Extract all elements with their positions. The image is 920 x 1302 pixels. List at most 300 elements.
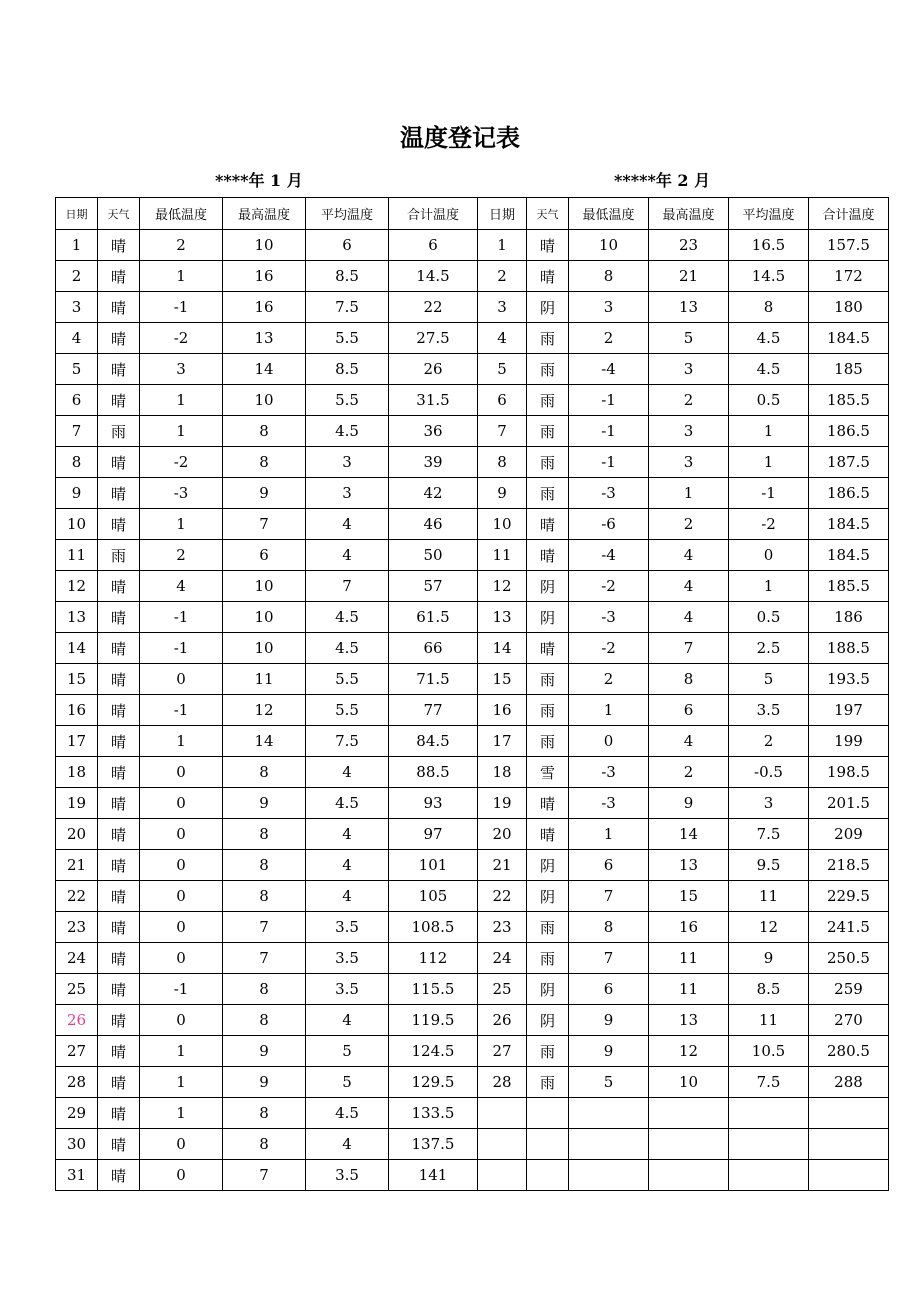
feb-date-cell: 17 — [478, 726, 527, 757]
feb-min-temp-cell: 2 — [569, 323, 649, 354]
feb-weather-cell: 雪 — [527, 757, 569, 788]
jan-date-cell: 4 — [56, 323, 98, 354]
header-max-temp: 最高温度 — [649, 198, 729, 230]
table-body — [56, 230, 889, 1191]
jan-weather-cell: 晴 — [98, 261, 140, 292]
header-avg-temp: 平均温度 — [729, 198, 809, 230]
feb-avg-temp-cell: -2 — [729, 509, 809, 540]
jan-weather-cell: 晴 — [98, 1129, 140, 1160]
feb-weather-cell: 雨 — [527, 1036, 569, 1067]
feb-weather-cell: 雨 — [527, 323, 569, 354]
jan-max-temp-cell: 9 — [223, 788, 306, 819]
jan-total-temp-cell: 57 — [389, 571, 478, 602]
jan-total-temp-cell: 39 — [389, 447, 478, 478]
feb-date-cell: 5 — [478, 354, 527, 385]
table-row — [56, 1005, 889, 1036]
feb-date-cell: 22 — [478, 881, 527, 912]
header-total-temp: 合计温度 — [809, 198, 889, 230]
feb-date-cell: 19 — [478, 788, 527, 819]
feb-total-temp-cell: 180 — [809, 292, 889, 323]
jan-total-temp-cell: 133.5 — [389, 1098, 478, 1129]
feb-weather-cell: 雨 — [527, 726, 569, 757]
jan-max-temp-cell: 16 — [223, 261, 306, 292]
feb-avg-temp-cell: 14.5 — [729, 261, 809, 292]
feb-total-temp-cell: 184.5 — [809, 509, 889, 540]
feb-max-temp-cell: 6 — [649, 695, 729, 726]
jan-date-cell: 15 — [56, 664, 98, 695]
feb-weather-cell: 晴 — [527, 788, 569, 819]
feb-min-temp-cell: 2 — [569, 664, 649, 695]
feb-date-cell: 14 — [478, 633, 527, 664]
february-heading: *****年 2 月 — [614, 171, 711, 190]
jan-total-temp-cell: 141 — [389, 1160, 478, 1191]
feb-min-temp-cell: 3 — [569, 292, 649, 323]
feb-avg-temp-cell: 3 — [729, 788, 809, 819]
feb-min-temp-cell: -2 — [569, 633, 649, 664]
table-row — [56, 881, 889, 912]
jan-min-temp-cell: 0 — [140, 850, 223, 881]
jan-total-temp-cell: 31.5 — [389, 385, 478, 416]
table-row — [56, 1067, 889, 1098]
table-row — [56, 478, 889, 509]
feb-date-cell: 7 — [478, 416, 527, 447]
feb-date-cell: 27 — [478, 1036, 527, 1067]
table-row — [56, 230, 889, 261]
feb-date-cell: 11 — [478, 540, 527, 571]
feb-total-temp-cell: 280.5 — [809, 1036, 889, 1067]
jan-total-temp-cell: 77 — [389, 695, 478, 726]
table-row — [56, 416, 889, 447]
table-row — [56, 664, 889, 695]
feb-weather-cell: 阴 — [527, 850, 569, 881]
feb-min-temp-cell: 8 — [569, 261, 649, 292]
jan-min-temp-cell: -1 — [140, 602, 223, 633]
feb-date-cell: 13 — [478, 602, 527, 633]
feb-weather-cell: 晴 — [527, 509, 569, 540]
jan-min-temp-cell: 2 — [140, 540, 223, 571]
feb-weather-cell — [527, 1098, 569, 1129]
feb-max-temp-cell: 23 — [649, 230, 729, 261]
table-row — [56, 354, 889, 385]
feb-date-cell: 20 — [478, 819, 527, 850]
feb-avg-temp-cell: 8 — [729, 292, 809, 323]
feb-weather-cell: 雨 — [527, 354, 569, 385]
jan-avg-temp-cell: 4.5 — [306, 1098, 389, 1129]
feb-total-temp-cell: 157.5 — [809, 230, 889, 261]
jan-max-temp-cell: 7 — [223, 1160, 306, 1191]
table-row — [56, 819, 889, 850]
table-row — [56, 757, 889, 788]
feb-date-cell: 15 — [478, 664, 527, 695]
feb-min-temp-cell: 1 — [569, 819, 649, 850]
feb-max-temp-cell: 1 — [649, 478, 729, 509]
jan-date-cell: 30 — [56, 1129, 98, 1160]
jan-max-temp-cell: 14 — [223, 354, 306, 385]
feb-avg-temp-cell: 11 — [729, 881, 809, 912]
jan-weather-cell: 晴 — [98, 1005, 140, 1036]
jan-min-temp-cell: -2 — [140, 447, 223, 478]
feb-avg-temp-cell — [729, 1160, 809, 1191]
jan-weather-cell: 晴 — [98, 788, 140, 819]
header-date: 日期 — [478, 198, 527, 230]
header-weather: 天气 — [98, 198, 140, 230]
jan-max-temp-cell: 16 — [223, 292, 306, 323]
feb-min-temp-cell — [569, 1098, 649, 1129]
jan-min-temp-cell: -1 — [140, 292, 223, 323]
jan-date-cell: 18 — [56, 757, 98, 788]
feb-date-cell: 1 — [478, 230, 527, 261]
feb-min-temp-cell: -3 — [569, 788, 649, 819]
feb-weather-cell: 晴 — [527, 261, 569, 292]
feb-avg-temp-cell: 7.5 — [729, 819, 809, 850]
jan-total-temp-cell: 6 — [389, 230, 478, 261]
feb-avg-temp-cell: 11 — [729, 1005, 809, 1036]
jan-date-cell: 8 — [56, 447, 98, 478]
feb-total-temp-cell: 201.5 — [809, 788, 889, 819]
feb-total-temp-cell: 229.5 — [809, 881, 889, 912]
jan-weather-cell: 晴 — [98, 385, 140, 416]
feb-max-temp-cell: 7 — [649, 633, 729, 664]
jan-min-temp-cell: 0 — [140, 1005, 223, 1036]
feb-weather-cell: 阴 — [527, 571, 569, 602]
jan-date-cell: 19 — [56, 788, 98, 819]
table-row — [56, 1129, 889, 1160]
feb-weather-cell: 雨 — [527, 416, 569, 447]
jan-total-temp-cell: 84.5 — [389, 726, 478, 757]
jan-max-temp-cell: 10 — [223, 385, 306, 416]
feb-avg-temp-cell: 3.5 — [729, 695, 809, 726]
jan-date-cell: 29 — [56, 1098, 98, 1129]
feb-total-temp-cell: 186.5 — [809, 416, 889, 447]
jan-max-temp-cell: 12 — [223, 695, 306, 726]
jan-total-temp-cell: 105 — [389, 881, 478, 912]
jan-avg-temp-cell: 7.5 — [306, 726, 389, 757]
jan-weather-cell: 晴 — [98, 1036, 140, 1067]
feb-max-temp-cell: 3 — [649, 354, 729, 385]
feb-max-temp-cell — [649, 1129, 729, 1160]
feb-avg-temp-cell — [729, 1129, 809, 1160]
jan-weather-cell: 晴 — [98, 881, 140, 912]
jan-total-temp-cell: 119.5 — [389, 1005, 478, 1036]
jan-max-temp-cell: 8 — [223, 757, 306, 788]
jan-max-temp-cell: 8 — [223, 881, 306, 912]
feb-date-cell — [478, 1160, 527, 1191]
feb-avg-temp-cell: 0.5 — [729, 602, 809, 633]
feb-avg-temp-cell: 10.5 — [729, 1036, 809, 1067]
jan-avg-temp-cell: 5 — [306, 1067, 389, 1098]
feb-max-temp-cell: 11 — [649, 974, 729, 1005]
feb-date-cell: 25 — [478, 974, 527, 1005]
jan-min-temp-cell: 1 — [140, 1036, 223, 1067]
feb-date-cell: 4 — [478, 323, 527, 354]
feb-max-temp-cell: 4 — [649, 726, 729, 757]
feb-weather-cell: 雨 — [527, 664, 569, 695]
jan-weather-cell: 晴 — [98, 912, 140, 943]
feb-weather-cell: 雨 — [527, 447, 569, 478]
jan-max-temp-cell: 8 — [223, 850, 306, 881]
jan-weather-cell: 晴 — [98, 571, 140, 602]
jan-total-temp-cell: 124.5 — [389, 1036, 478, 1067]
feb-weather-cell: 雨 — [527, 695, 569, 726]
jan-avg-temp-cell: 3 — [306, 478, 389, 509]
jan-avg-temp-cell: 5.5 — [306, 385, 389, 416]
jan-avg-temp-cell: 4 — [306, 540, 389, 571]
feb-total-temp-cell: 197 — [809, 695, 889, 726]
jan-avg-temp-cell: 5 — [306, 1036, 389, 1067]
jan-date-cell: 20 — [56, 819, 98, 850]
feb-min-temp-cell: -2 — [569, 571, 649, 602]
feb-min-temp-cell: 10 — [569, 230, 649, 261]
table-row — [56, 726, 889, 757]
feb-total-temp-cell: 187.5 — [809, 447, 889, 478]
feb-total-temp-cell: 184.5 — [809, 323, 889, 354]
feb-avg-temp-cell: 9 — [729, 943, 809, 974]
jan-avg-temp-cell: 8.5 — [306, 354, 389, 385]
feb-total-temp-cell — [809, 1129, 889, 1160]
jan-date-cell: 16 — [56, 695, 98, 726]
feb-avg-temp-cell: 4.5 — [729, 354, 809, 385]
jan-min-temp-cell: 0 — [140, 912, 223, 943]
jan-date-cell: 9 — [56, 478, 98, 509]
feb-total-temp-cell: 198.5 — [809, 757, 889, 788]
jan-min-temp-cell: 4 — [140, 571, 223, 602]
jan-avg-temp-cell: 4 — [306, 850, 389, 881]
feb-total-temp-cell: 241.5 — [809, 912, 889, 943]
table-row — [56, 292, 889, 323]
feb-total-temp-cell: 288 — [809, 1067, 889, 1098]
feb-total-temp-cell: 186 — [809, 602, 889, 633]
jan-avg-temp-cell: 4 — [306, 1129, 389, 1160]
jan-max-temp-cell: 8 — [223, 1098, 306, 1129]
table-row — [56, 850, 889, 881]
feb-total-temp-cell: 185.5 — [809, 571, 889, 602]
table-row — [56, 695, 889, 726]
jan-weather-cell: 雨 — [98, 540, 140, 571]
table-row — [56, 509, 889, 540]
feb-max-temp-cell: 9 — [649, 788, 729, 819]
temperature-table — [55, 197, 889, 1191]
feb-max-temp-cell: 3 — [649, 416, 729, 447]
feb-total-temp-cell: 250.5 — [809, 943, 889, 974]
jan-total-temp-cell: 50 — [389, 540, 478, 571]
jan-avg-temp-cell: 3.5 — [306, 943, 389, 974]
feb-min-temp-cell: 6 — [569, 850, 649, 881]
jan-max-temp-cell: 10 — [223, 602, 306, 633]
table-row — [56, 1036, 889, 1067]
table-row — [56, 540, 889, 571]
feb-min-temp-cell: 0 — [569, 726, 649, 757]
table-row — [56, 912, 889, 943]
feb-max-temp-cell: 5 — [649, 323, 729, 354]
jan-total-temp-cell: 129.5 — [389, 1067, 478, 1098]
feb-weather-cell: 雨 — [527, 912, 569, 943]
jan-date-cell: 28 — [56, 1067, 98, 1098]
feb-date-cell: 8 — [478, 447, 527, 478]
feb-min-temp-cell: 5 — [569, 1067, 649, 1098]
feb-max-temp-cell: 21 — [649, 261, 729, 292]
feb-min-temp-cell: -4 — [569, 540, 649, 571]
header-max-temp: 最高温度 — [223, 198, 306, 230]
jan-total-temp-cell: 36 — [389, 416, 478, 447]
feb-date-cell: 21 — [478, 850, 527, 881]
jan-total-temp-cell: 26 — [389, 354, 478, 385]
feb-avg-temp-cell: 1 — [729, 416, 809, 447]
jan-avg-temp-cell: 3.5 — [306, 974, 389, 1005]
jan-avg-temp-cell: 3.5 — [306, 1160, 389, 1191]
jan-date-cell: 17 — [56, 726, 98, 757]
jan-min-temp-cell: 0 — [140, 1129, 223, 1160]
feb-total-temp-cell: 185 — [809, 354, 889, 385]
feb-max-temp-cell — [649, 1098, 729, 1129]
jan-max-temp-cell: 9 — [223, 1036, 306, 1067]
header-total-temp: 合计温度 — [389, 198, 478, 230]
jan-max-temp-cell: 7 — [223, 943, 306, 974]
feb-weather-cell: 雨 — [527, 385, 569, 416]
feb-date-cell: 3 — [478, 292, 527, 323]
feb-total-temp-cell: 186.5 — [809, 478, 889, 509]
jan-date-cell: 27 — [56, 1036, 98, 1067]
jan-total-temp-cell: 112 — [389, 943, 478, 974]
jan-min-temp-cell: 0 — [140, 757, 223, 788]
feb-avg-temp-cell: 2.5 — [729, 633, 809, 664]
jan-weather-cell: 晴 — [98, 943, 140, 974]
jan-weather-cell: 晴 — [98, 633, 140, 664]
feb-min-temp-cell: 8 — [569, 912, 649, 943]
jan-weather-cell: 晴 — [98, 447, 140, 478]
jan-date-cell: 11 — [56, 540, 98, 571]
jan-weather-cell: 雨 — [98, 416, 140, 447]
jan-max-temp-cell: 14 — [223, 726, 306, 757]
jan-total-temp-cell: 115.5 — [389, 974, 478, 1005]
feb-date-cell: 2 — [478, 261, 527, 292]
jan-min-temp-cell: -2 — [140, 323, 223, 354]
jan-avg-temp-cell: 4 — [306, 1005, 389, 1036]
jan-max-temp-cell: 13 — [223, 323, 306, 354]
feb-avg-temp-cell: 5 — [729, 664, 809, 695]
jan-avg-temp-cell: 8.5 — [306, 261, 389, 292]
jan-date-cell: 2 — [56, 261, 98, 292]
jan-weather-cell: 晴 — [98, 509, 140, 540]
feb-max-temp-cell: 16 — [649, 912, 729, 943]
feb-date-cell: 18 — [478, 757, 527, 788]
feb-max-temp-cell: 11 — [649, 943, 729, 974]
feb-total-temp-cell: 270 — [809, 1005, 889, 1036]
feb-min-temp-cell: 7 — [569, 881, 649, 912]
jan-avg-temp-cell: 6 — [306, 230, 389, 261]
jan-total-temp-cell: 71.5 — [389, 664, 478, 695]
feb-max-temp-cell: 15 — [649, 881, 729, 912]
feb-avg-temp-cell: 1 — [729, 447, 809, 478]
jan-date-cell: 24 — [56, 943, 98, 974]
feb-date-cell: 26 — [478, 1005, 527, 1036]
jan-date-cell: 7 — [56, 416, 98, 447]
jan-total-temp-cell: 93 — [389, 788, 478, 819]
feb-total-temp-cell: 259 — [809, 974, 889, 1005]
feb-avg-temp-cell: 1 — [729, 571, 809, 602]
feb-min-temp-cell: 7 — [569, 943, 649, 974]
header-row — [56, 198, 889, 230]
feb-min-temp-cell: -4 — [569, 354, 649, 385]
jan-avg-temp-cell: 4 — [306, 819, 389, 850]
feb-total-temp-cell: 184.5 — [809, 540, 889, 571]
jan-max-temp-cell: 8 — [223, 1129, 306, 1160]
feb-max-temp-cell: 3 — [649, 447, 729, 478]
feb-weather-cell — [527, 1160, 569, 1191]
jan-date-cell: 12 — [56, 571, 98, 602]
jan-total-temp-cell: 108.5 — [389, 912, 478, 943]
jan-avg-temp-cell: 4 — [306, 509, 389, 540]
jan-total-temp-cell: 27.5 — [389, 323, 478, 354]
feb-max-temp-cell: 8 — [649, 664, 729, 695]
table-row — [56, 943, 889, 974]
feb-max-temp-cell: 13 — [649, 292, 729, 323]
jan-weather-cell: 晴 — [98, 292, 140, 323]
jan-date-cell: 21 — [56, 850, 98, 881]
jan-avg-temp-cell: 4 — [306, 881, 389, 912]
feb-min-temp-cell — [569, 1129, 649, 1160]
jan-min-temp-cell: 1 — [140, 416, 223, 447]
jan-min-temp-cell: 1 — [140, 261, 223, 292]
feb-avg-temp-cell: 9.5 — [729, 850, 809, 881]
jan-total-temp-cell: 42 — [389, 478, 478, 509]
feb-total-temp-cell — [809, 1098, 889, 1129]
jan-weather-cell: 晴 — [98, 602, 140, 633]
feb-min-temp-cell: -3 — [569, 602, 649, 633]
feb-min-temp-cell: 1 — [569, 695, 649, 726]
feb-avg-temp-cell: 0 — [729, 540, 809, 571]
jan-min-temp-cell: -1 — [140, 633, 223, 664]
jan-avg-temp-cell: 5.5 — [306, 695, 389, 726]
feb-min-temp-cell: 9 — [569, 1005, 649, 1036]
feb-avg-temp-cell: -0.5 — [729, 757, 809, 788]
header-min-temp: 最低温度 — [140, 198, 223, 230]
feb-total-temp-cell: 218.5 — [809, 850, 889, 881]
jan-max-temp-cell: 8 — [223, 819, 306, 850]
jan-total-temp-cell: 97 — [389, 819, 478, 850]
jan-date-cell: 31 — [56, 1160, 98, 1191]
feb-date-cell: 10 — [478, 509, 527, 540]
jan-min-temp-cell: 0 — [140, 664, 223, 695]
header-date: 日期 — [56, 198, 98, 230]
feb-avg-temp-cell: 7.5 — [729, 1067, 809, 1098]
feb-weather-cell: 阴 — [527, 881, 569, 912]
jan-weather-cell: 晴 — [98, 664, 140, 695]
feb-max-temp-cell: 13 — [649, 850, 729, 881]
jan-total-temp-cell: 22 — [389, 292, 478, 323]
table-row — [56, 1098, 889, 1129]
feb-avg-temp-cell: 16.5 — [729, 230, 809, 261]
feb-weather-cell — [527, 1129, 569, 1160]
jan-min-temp-cell: -3 — [140, 478, 223, 509]
feb-avg-temp-cell: 12 — [729, 912, 809, 943]
jan-avg-temp-cell: 3 — [306, 447, 389, 478]
feb-date-cell: 12 — [478, 571, 527, 602]
feb-min-temp-cell: -1 — [569, 385, 649, 416]
feb-total-temp-cell: 199 — [809, 726, 889, 757]
jan-avg-temp-cell: 4.5 — [306, 788, 389, 819]
table-row — [56, 1160, 889, 1191]
jan-max-temp-cell: 9 — [223, 1067, 306, 1098]
jan-max-temp-cell: 8 — [223, 447, 306, 478]
feb-total-temp-cell: 172 — [809, 261, 889, 292]
feb-max-temp-cell: 4 — [649, 571, 729, 602]
feb-weather-cell: 晴 — [527, 633, 569, 664]
table-row — [56, 323, 889, 354]
jan-weather-cell: 晴 — [98, 478, 140, 509]
feb-min-temp-cell: -3 — [569, 757, 649, 788]
jan-weather-cell: 晴 — [98, 1160, 140, 1191]
jan-avg-temp-cell: 7 — [306, 571, 389, 602]
